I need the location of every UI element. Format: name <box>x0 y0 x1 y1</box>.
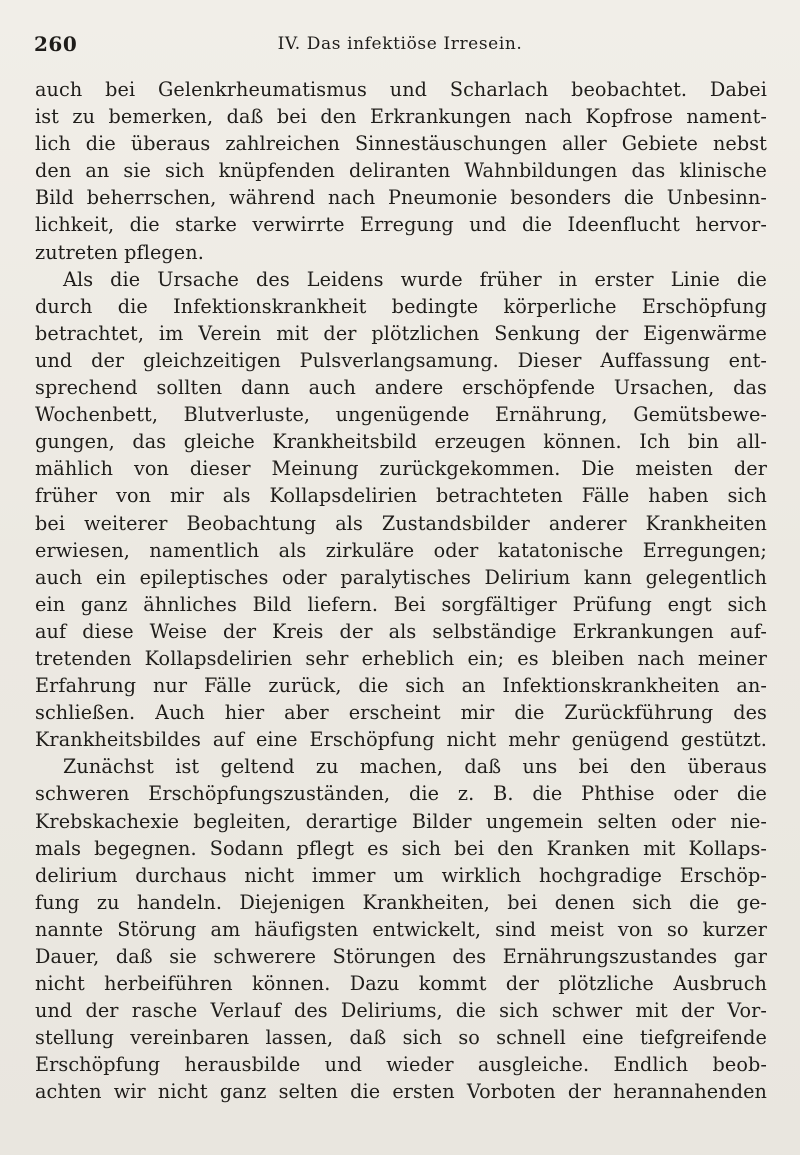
text-line: ein ganz ähnliches Bild liefern. Bei sorgfältiger Prüfung engt sich <box>35 592 767 616</box>
text-line: sprechend sollten dann auch andere erschöpfende Ursachen, das <box>35 376 767 400</box>
text-line: ist zu bemerken, daß bei den Erkrankungen nach Kopfrose nament- <box>35 105 767 129</box>
running-title: IV. Das infektiöse Irresein. <box>277 34 523 54</box>
text-line: nannte Störung am häufigsten entwickelt, sind meist von so kurzer <box>35 917 767 941</box>
text-line: Krebskachexie begleiten, derartige Bilder ungemein selten oder nie- <box>35 809 767 833</box>
body-text <box>35 76 767 1106</box>
text-line: gungen, das gleiche Krankheitsbild erzeugen können. Ich bin all- <box>35 430 767 454</box>
text-line: durch die Infektionskrankheit bedingte körperliche Erschöpfung <box>35 294 767 318</box>
text-line: stellung vereinbaren lassen, daß sich so schnell eine tiefgreifende <box>35 1026 767 1050</box>
text-line: Zunächst ist geltend zu machen, daß uns bei den überaus <box>63 755 767 779</box>
text-line: Bild beherrschen, während nach Pneumonie besonders die Unbesinn- <box>35 186 767 210</box>
text-line: mählich von dieser Meinung zurückgekommen. Die meisten der <box>35 457 767 481</box>
text-line: achten wir nicht ganz selten die ersten Vorboten der herannahenden <box>35 1080 767 1104</box>
text-line: bei weiterer Beobachtung als Zustandsbilder anderer Krankheiten <box>35 511 767 535</box>
text-line: auch bei Gelenkrheumatismus und Scharlach beobachtet. Dabei <box>35 78 767 101</box>
text-line: und der gleichzeitigen Pulsverlangsamung. Dieser Auffassung ent- <box>35 348 767 372</box>
text-line: Erfahrung nur Fälle zurück, die sich an Infektionskrankheiten an- <box>35 674 767 698</box>
text-line: mals begegnen. Sodann pflegt es sich bei den Kranken mit Kollaps- <box>35 836 767 860</box>
text-line: Als die Ursache des Leidens wurde früher in erster Linie die <box>63 267 767 291</box>
text-line: Krankheitsbildes auf eine Erschöpfung nicht mehr genügend gestützt. <box>35 728 767 752</box>
text-line: Erschöpfung herausbilde und wieder ausgleiche. Endlich beob- <box>35 1053 767 1077</box>
text-line: lich die überaus zahlreichen Sinnestäuschungen aller Gebiete nebst <box>35 132 767 156</box>
page-number: 260 <box>34 32 78 56</box>
text-line: delirium durchaus nicht immer um wirklich hochgradige Erschöp- <box>35 863 767 887</box>
text-line: den an sie sich knüpfenden deliranten Wahnbildungen das klinische <box>35 159 767 183</box>
text-line: schweren Erschöpfungszuständen, die z. B. die Phthise oder die <box>35 782 767 806</box>
text-line: schließen. Auch hier aber erscheint mir die Zurückführung des <box>35 701 767 725</box>
text-line: fung zu handeln. Diejenigen Krankheiten, bei denen sich die ge- <box>35 890 767 914</box>
text-line: nicht herbeiführen können. Dazu kommt der plötzliche Ausbruch <box>35 972 767 996</box>
page-header <box>34 32 766 58</box>
text-line: zutreten pflegen. <box>35 240 204 264</box>
text-line: auf diese Weise der Kreis der als selbständige Erkrankungen auf- <box>35 619 767 643</box>
text-line: auch ein epileptisches oder paralytisches Delirium kann gelegentlich <box>35 565 767 589</box>
text-line: lichkeit, die starke verwirrte Erregung und die Ideenflucht hervor- <box>35 213 767 237</box>
text-line: erwiesen, namentlich als zirkuläre oder katatonische Erregungen; <box>35 538 767 562</box>
text-line: Wochenbett, Blutverluste, ungenügende Ernährung, Gemütsbewe- <box>35 403 767 427</box>
text-line: tretenden Kollapsdelirien sehr erheblich ein; es bleiben nach meiner <box>35 646 767 670</box>
text-line: Dauer, daß sie schwerere Störungen des Ernährungszustandes gar <box>35 945 767 968</box>
text-line: früher von mir als Kollapsdelirien betrachteten Fälle haben sich <box>35 484 767 508</box>
text-line: betrachtet, im Verein mit der plötzlichen Senkung der Eigenwärme <box>35 321 767 345</box>
text-line: und der rasche Verlauf des Deliriums, die sich schwer mit der Vor- <box>35 999 767 1023</box>
